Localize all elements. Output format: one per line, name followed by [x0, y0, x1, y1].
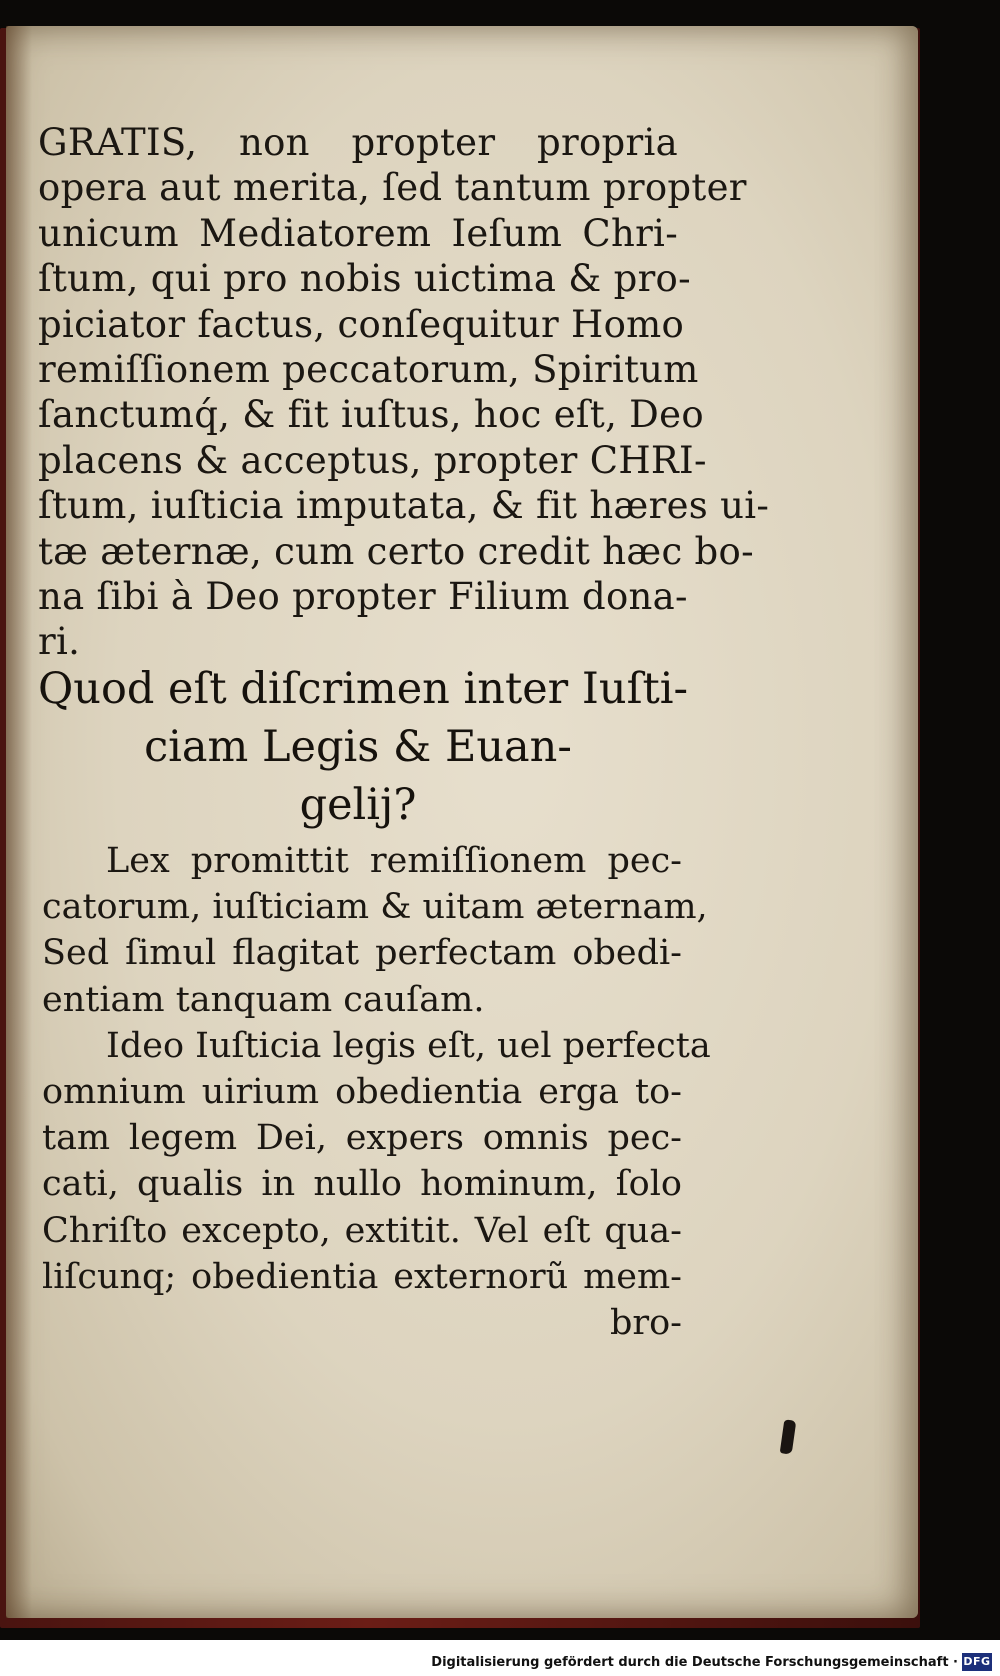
- dfg-logo: DFG: [962, 1653, 992, 1671]
- text-line: remiſſionem peccatorum, Spiritum: [38, 347, 699, 391]
- text-line: cati, qualis in nullo hominum, ſolo: [42, 1164, 682, 1205]
- text-line: GRATIS, non propter propria: [38, 121, 678, 164]
- text-line: ſtum, iuſticia imputata, & fit hæres ui-: [38, 484, 770, 528]
- section-heading: [38, 660, 689, 834]
- heading-line: ciam Legis & Euan-: [144, 722, 572, 772]
- text-line: ri.: [38, 620, 81, 664]
- text-line: ſtum, qui pro nobis uictima & pro-: [38, 257, 691, 301]
- text-line: Sed ſimul flagitat perfectam obedi-: [42, 933, 682, 974]
- text-line: Chriſto excepto, extitit. Vel eſt qua-: [42, 1210, 682, 1251]
- heading-line: Quod eſt diſcrimen inter Iuſti-: [38, 664, 689, 714]
- page-gutter-shadow: [6, 26, 32, 1618]
- text-line: tæ æternæ, cum certo credit hæc bo-: [38, 529, 754, 573]
- text-line: entiam tanquam cauſam.: [42, 979, 485, 1020]
- text-line: Lex promittit remiſſionem pec-: [106, 841, 682, 881]
- digitization-credit: Digitalisierung gefördert durch die Deutsche Forschungsgemeinschaft ·: [431, 1655, 958, 1670]
- paragraph-lex: [42, 838, 711, 1346]
- text-line: placens & acceptus, propter CHRI-: [38, 438, 707, 482]
- text-line: ſanctumq́, & fit iuſtus, hoc eſt, Deo: [38, 393, 704, 437]
- text-line: catorum, iuſticiam & uitam æternam,: [42, 887, 708, 928]
- text-line: piciator factus, conſequitur Homo: [38, 302, 685, 346]
- text-line: omnium uirium obedientia erga to-: [42, 1071, 682, 1112]
- paragraph-gratis: [38, 120, 770, 665]
- heading-line: gelij?: [299, 780, 417, 830]
- text-line: Ideo Iuſticia legis eſt, uel perfecta: [106, 1025, 711, 1066]
- text-line: na ſibi à Deo propter Filium dona-: [38, 574, 688, 618]
- text-line: tam legem Dei, expers omnis pec-: [42, 1118, 682, 1159]
- text-line: opera aut merita, ſed tantum propter: [38, 166, 747, 210]
- text-line: liſcunq; obedientia externorũ mem-: [42, 1256, 682, 1297]
- catchword: bro-: [609, 1302, 682, 1343]
- text-line: unicum Mediatorem Ieſum Chri-: [38, 211, 678, 255]
